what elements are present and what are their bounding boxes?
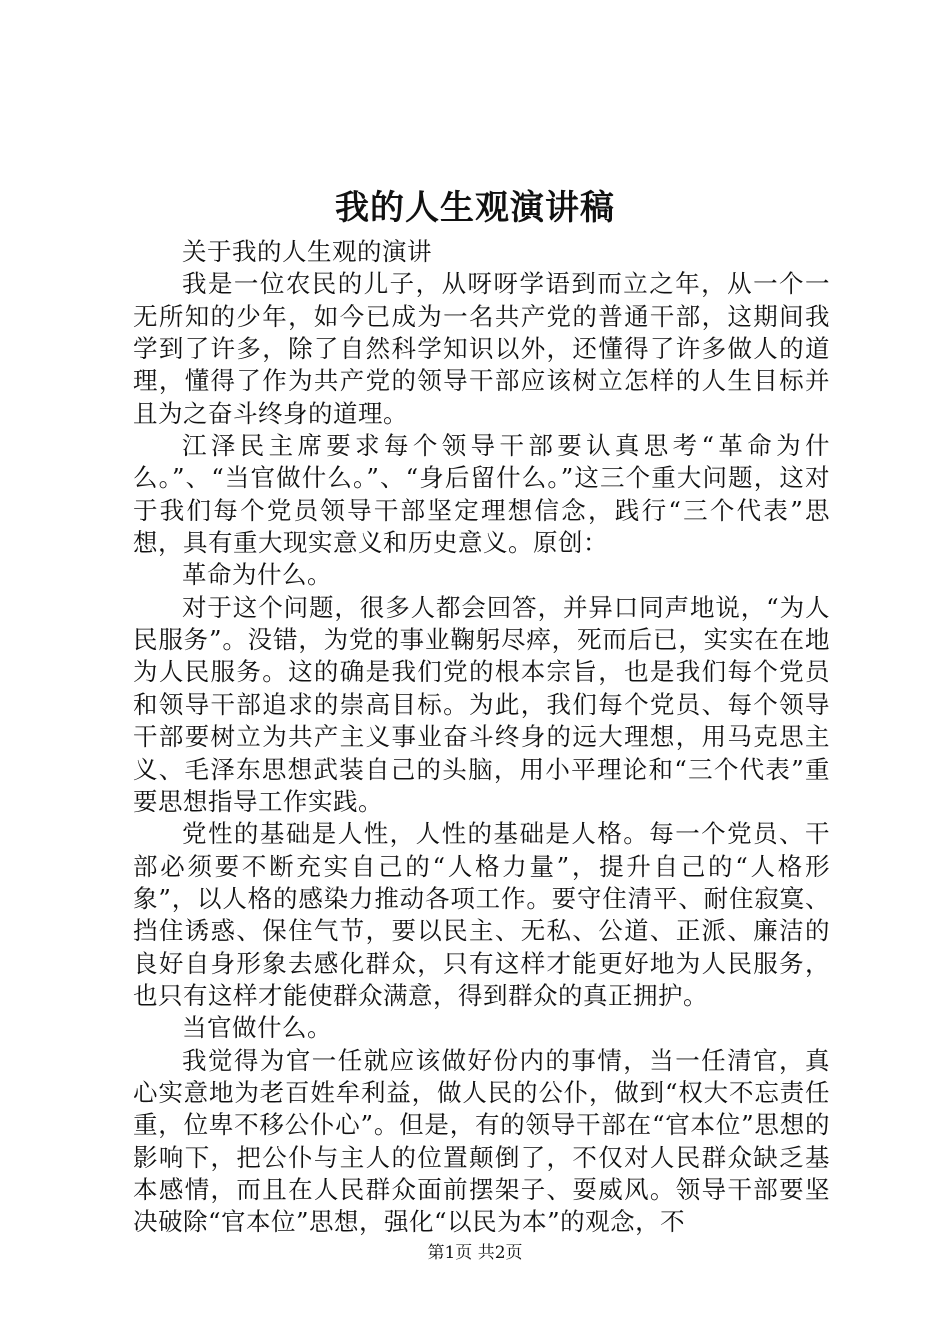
paragraph: 我是一位农民的儿子，从呀呀学语到而立之年，从一个一无所知的少年，如今已成为一名共产党的普通干部，这期间我学到了许多，除了自然科学知识以外，还懂得了许多做人的道理，懂得了作为共产党的领导干部应该树立怎样的人生目标并且为之奋斗终身的道理。 xyxy=(133,269,830,428)
document-title: 我的人生观演讲稿 xyxy=(335,188,615,228)
paragraph-subtitle: 关于我的人生观的演讲 xyxy=(182,237,432,266)
document-body xyxy=(133,236,830,1239)
paragraph: 江泽民主席要求每个领导干部要认真思考“革命为什么。”、“当官做什么。”、“身后留什么。”这三个重大问题，这对于我们每个党员领导干部坚定理想信念，践行“三个代表”思想，具有重大现实意义和历史意义。原创： xyxy=(133,431,830,558)
paragraph: 我觉得为官一任就应该做好份内的事情，当一任清官，真心实意地为老百姓牟利益，做人民的公仆，做到“权大不忘责任重，位卑不移公仆心”。但是，有的领导干部在“官本位”思想的影响下，把公仆与主人的位置颠倒了，不仅对人民群众缺乏基本感情，而且在人民群众面前摆架子、耍威风。领导干部要坚决破除“官本位”思想，强化“以民为本”的观念，不 xyxy=(133,1045,830,1237)
section-heading: 革命为什么。 xyxy=(182,560,332,590)
paragraph: 对于这个问题，很多人都会回答，并异口同声地说，“为人民服务”。没错，为党的事业鞠躬尽瘁，死而后已，实实在在地为人民服务。这的确是我们党的根本宗旨，也是我们每个党员和领导干部追求的崇高目标。为此，我们每个党员、每个领导干部要树立为共产主义事业奋斗终身的远大理想，用马克思主义、毛泽东思想武装自己的头脑，用小平理论和“三个代表”重要思想指导工作实践。 xyxy=(133,592,830,816)
section-heading: 当官做什么。 xyxy=(182,1013,332,1043)
paragraph: 党性的基础是人性，人性的基础是人格。每一个党员、干部必须要不断充实自己的“人格力量”，提升自己的“人格形象”，以人格的感染力推动各项工作。要守住清平、耐住寂寞、挡住诱惑、保住气节，要以民主、无私、公道、正派、廉洁的良好自身形象去感化群众，只有这样才能更好地为人民服务，也只有这样才能使群众满意，得到群众的真正拥护。 xyxy=(133,819,830,1010)
page-footer: 第1页 共2页 xyxy=(427,1243,523,1263)
